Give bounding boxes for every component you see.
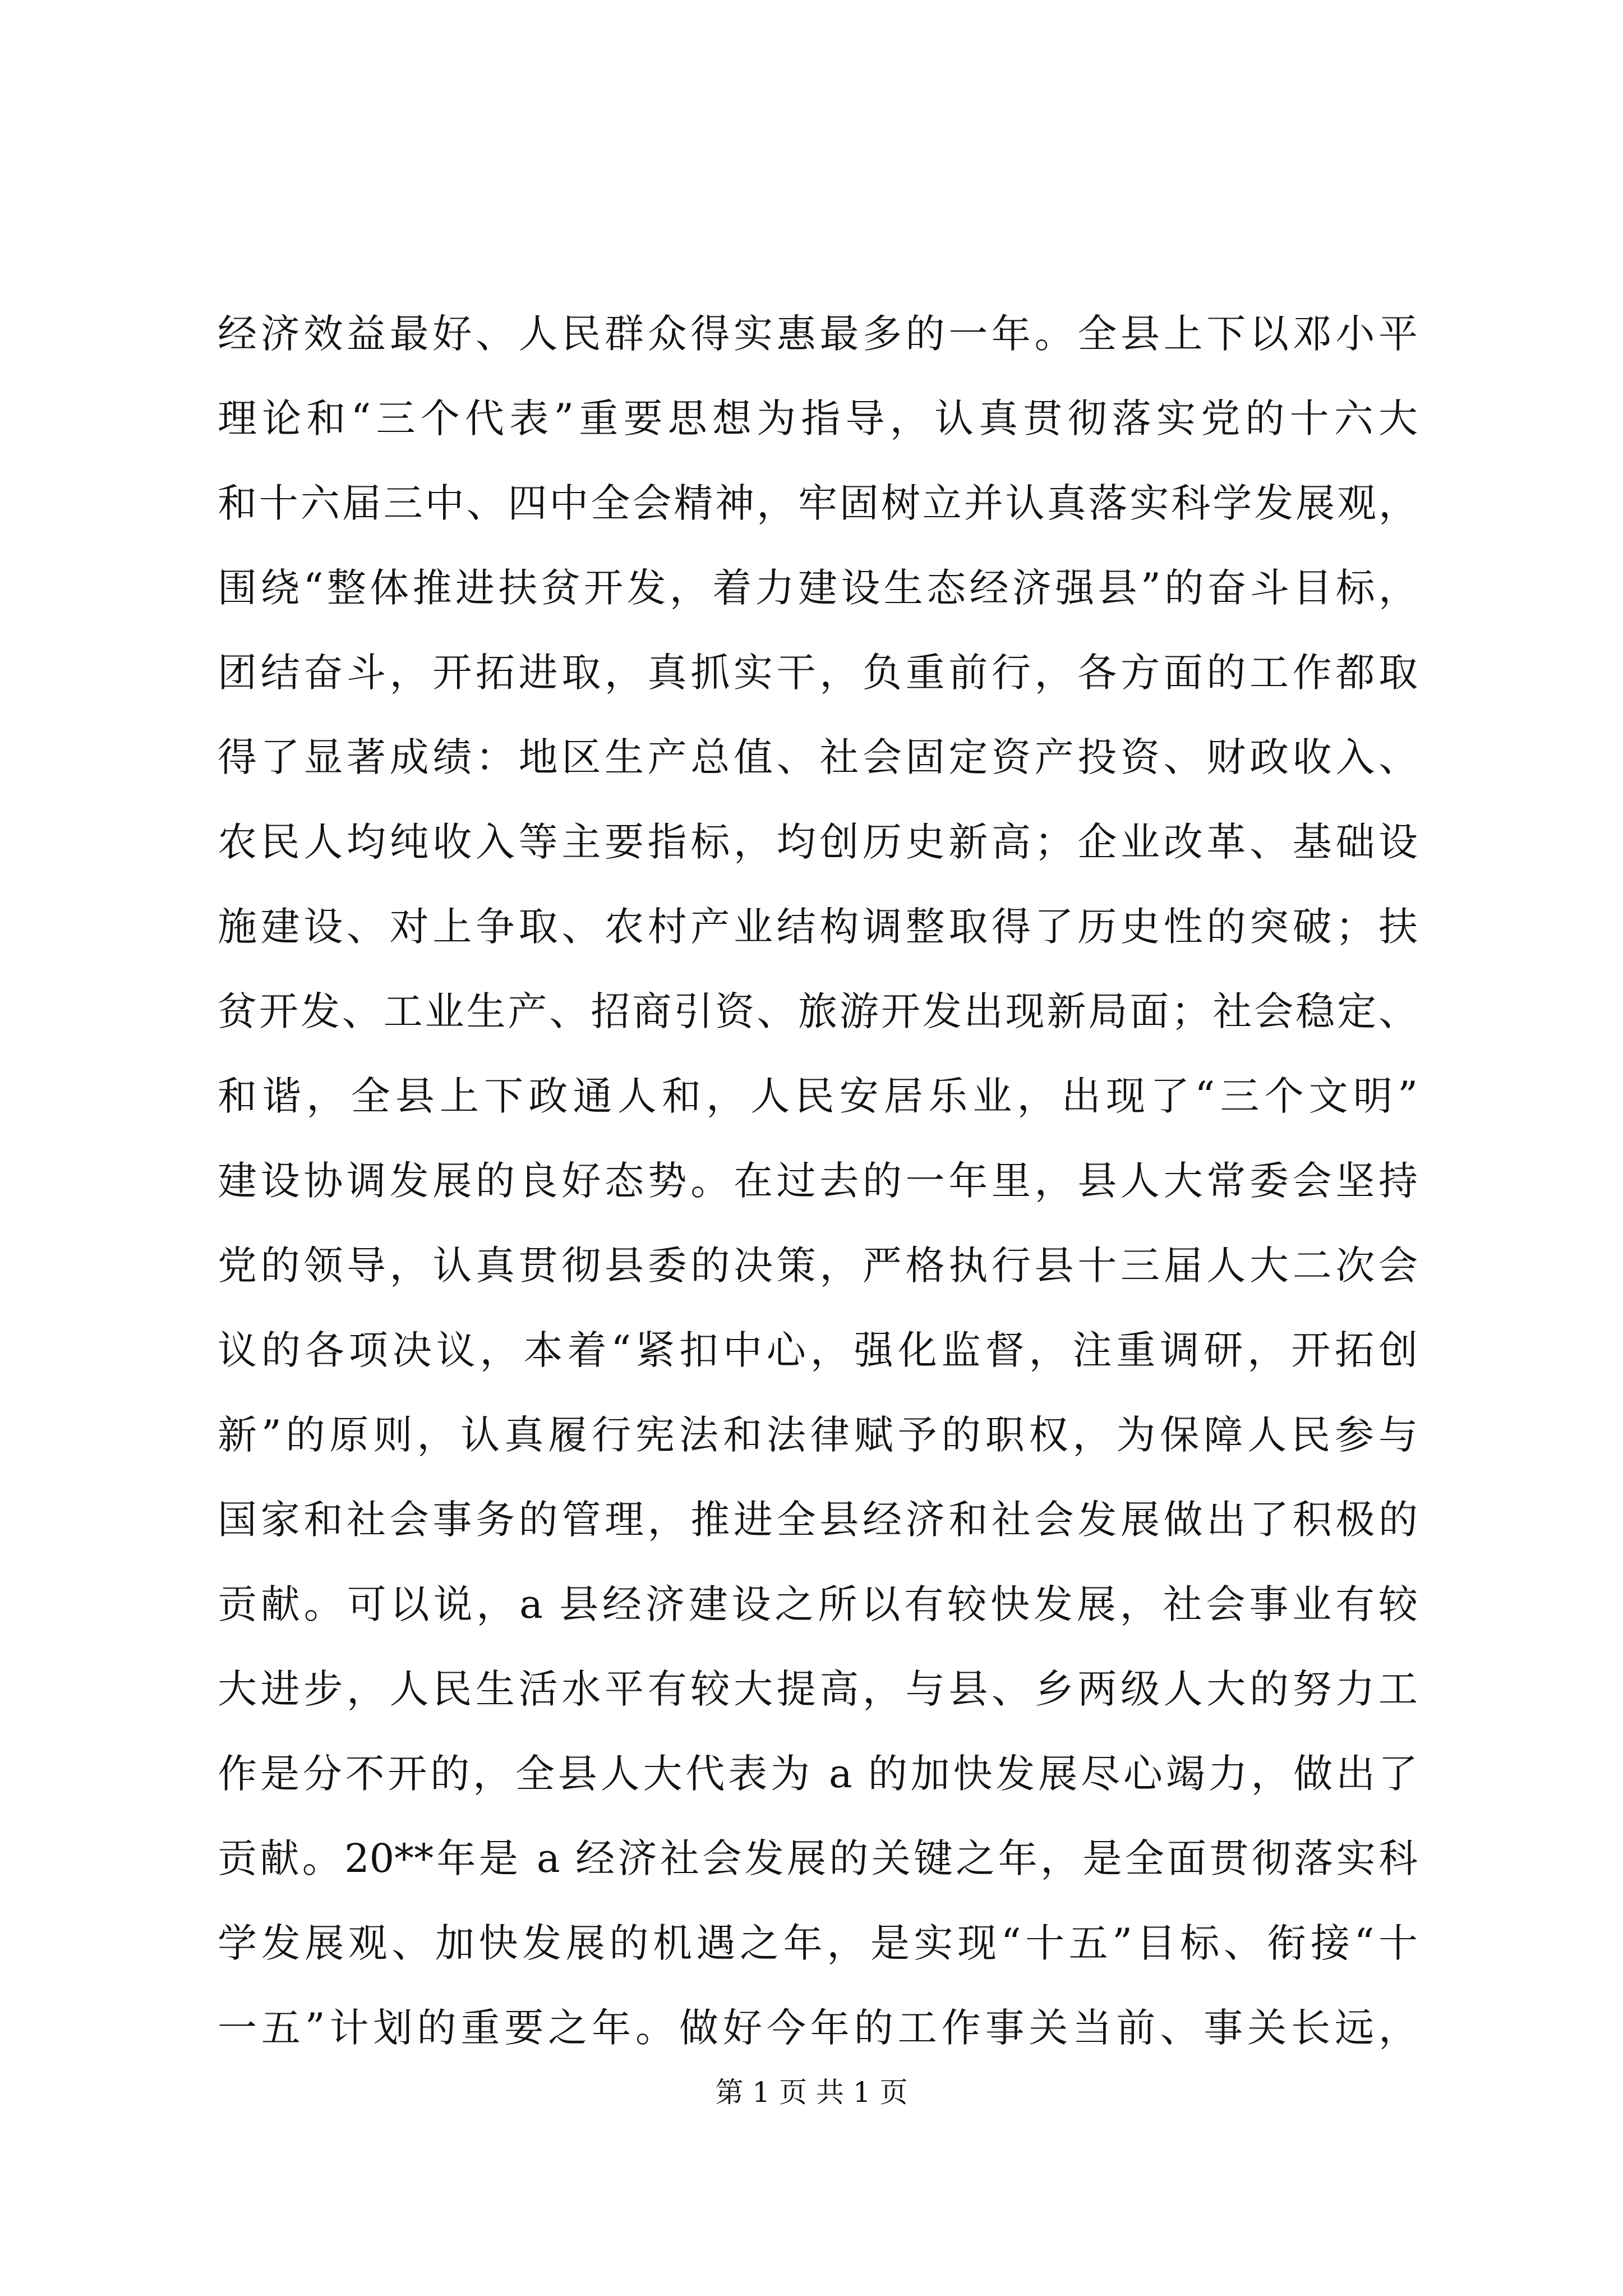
text-line-9: 贫开发、工业生产、招商引资、旅游开发出现新局面；社会稳定、 bbox=[218, 988, 1418, 1034]
page-number-label: 第 1 页 共 1 页 bbox=[715, 2076, 908, 2109]
text-line-3: 和十六届三中、四中全会精神，牢固树立并认真落实科学发展观， bbox=[218, 480, 1418, 526]
text-line-2: 理论和“三个代表”重要思想为指导，认真贯彻落实党的十六大 bbox=[218, 395, 1418, 441]
text-line-10: 和谐，全县上下政通人和，人民安居乐业，出现了“三个文明” bbox=[218, 1073, 1418, 1119]
text-line-6: 得了显著成绩：地区生产总值、社会固定资产投资、财政收入、 bbox=[218, 734, 1418, 780]
text-line-19: 贡献。20**年是 a 经济社会发展的关键之年，是全面贯彻落实科 bbox=[218, 1835, 1418, 1881]
page-footer bbox=[0, 2076, 1623, 2109]
text-line-21: 一五”计划的重要之年。做好今年的工作事关当前、事关长远， bbox=[218, 2005, 1418, 2051]
text-line-13: 议的各项决议，本着“紧扣中心，强化监督，注重调研，开拓创 bbox=[218, 1327, 1418, 1373]
text-line-1: 经济效益最好、人民群众得实惠最多的一年。全县上下以邓小平 bbox=[218, 311, 1418, 357]
text-line-4: 围绕“整体推进扶贫开发，着力建设生态经济强县”的奋斗目标， bbox=[218, 565, 1418, 611]
text-line-15: 国家和社会事务的管理，推进全县经济和社会发展做出了积极的 bbox=[218, 1497, 1418, 1543]
text-line-18: 作是分不开的，全县人大代表为 a 的加快发展尽心竭力，做出了 bbox=[218, 1751, 1418, 1797]
text-line-5: 团结奋斗，开拓进取，真抓实干，负重前行，各方面的工作都取 bbox=[218, 650, 1418, 696]
text-line-8: 施建设、对上争取、农村产业结构调整取得了历史性的突破；扶 bbox=[218, 904, 1418, 950]
body-text bbox=[218, 292, 1418, 2070]
text-line-16: 贡献。可以说，a 县经济建设之所以有较快发展，社会事业有较 bbox=[218, 1581, 1418, 1627]
text-line-11: 建设协调发展的良好态势。在过去的一年里，县人大常委会坚持 bbox=[218, 1158, 1418, 1204]
text-line-7: 农民人均纯收入等主要指标，均创历史新高；企业改革、基础设 bbox=[218, 819, 1418, 865]
text-line-20: 学发展观、加快发展的机遇之年，是实现“十五”目标、衔接“十 bbox=[218, 1920, 1418, 1966]
text-line-14: 新”的原则，认真履行宪法和法律赋予的职权，为保障人民参与 bbox=[218, 1412, 1418, 1458]
text-line-12: 党的领导，认真贯彻县委的决策，严格执行县十三届人大二次会 bbox=[218, 1243, 1418, 1289]
text-line-17: 大进步，人民生活水平有较大提高，与县、乡两级人大的努力工 bbox=[218, 1666, 1418, 1712]
